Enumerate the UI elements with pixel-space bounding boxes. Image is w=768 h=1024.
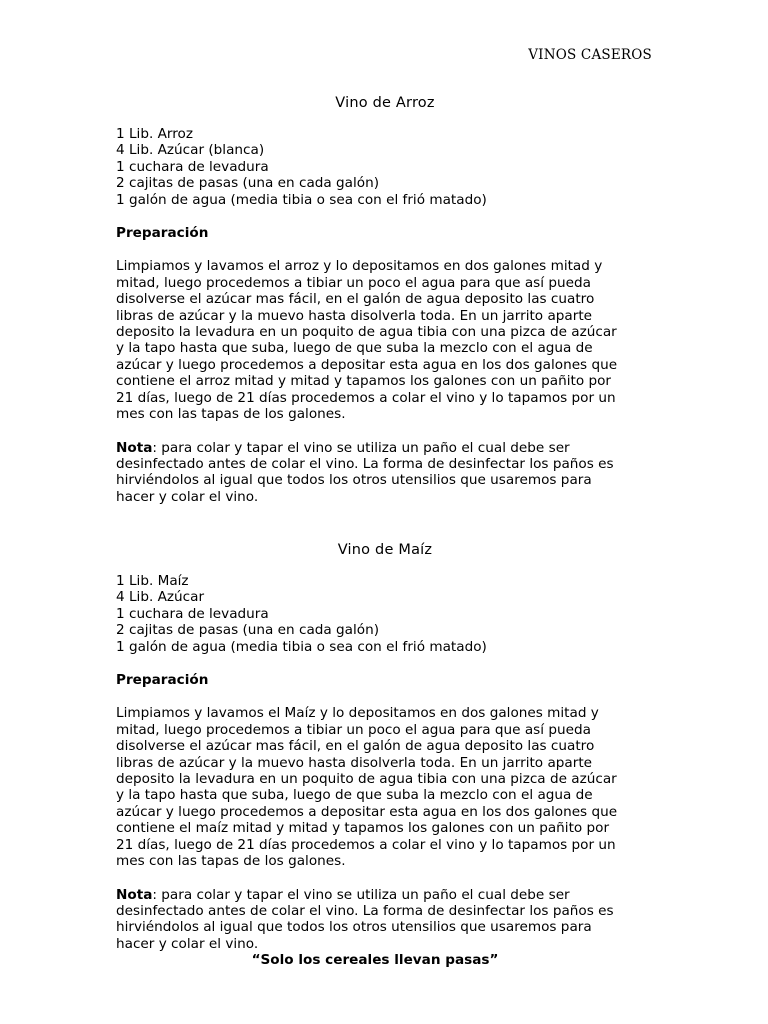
text-line: desinfectado antes de colar el vino. La forma de desinfectar los paños es (116, 902, 614, 919)
ingredient-item: 1 Lib. Maíz (116, 573, 189, 589)
ingredient-item: 1 galón de agua (media tibia o sea con el frió matado) (116, 191, 487, 208)
ingredient-item: 4 Lib. Azúcar (116, 589, 205, 606)
text-line (116, 887, 654, 903)
text-line: libras de azúcar y la muevo hasta disolverla toda. En un jarrito aparte (116, 754, 593, 771)
recipe-title: Vino de Maíz (337, 542, 433, 558)
text-line: disolverse el azúcar mas fácil, en el galón de agua deposito las cuatro (116, 738, 595, 755)
text-line: deposito la levadura en un poquito de agua tibia con una pizca de azúcar (116, 324, 617, 341)
ingredient-item: 1 Lib. Arroz (116, 126, 193, 142)
ingredient-list (116, 573, 654, 655)
note-paragraph (116, 887, 654, 953)
text-line: y la tapo hasta que suba, luego de que suba la mezclo con el agua de (116, 340, 593, 357)
ingredient-item: 4 Lib. Azúcar (blanca) (116, 142, 265, 159)
text-line: mitad, luego procedemos a tibiar un poco el agua para que así pueda (116, 274, 591, 291)
ingredient-item: 1 cuchara de levadura (116, 158, 269, 175)
text-line: mitad, luego procedemos a tibiar un poco el agua para que así pueda (116, 721, 591, 738)
note-text: : para colar y tapar el vino se utiliza un paño el cual debe ser (152, 439, 570, 456)
text-line: deposito la levadura en un poquito de agua tibia con una pizca de azúcar (116, 771, 617, 788)
text-line: y la tapo hasta que suba, luego de que suba la mezclo con el agua de (116, 787, 593, 804)
text-line: disolverse el azúcar mas fácil, en el galón de agua deposito las cuatro (116, 291, 595, 308)
footer-quote: “Solo los cereales llevan pasas” (251, 952, 499, 969)
running-header: VINOS CASEROS (528, 47, 652, 63)
text-line: 21 días, luego de 21 días procedemos a colar el vino y lo tapamos por un (116, 389, 616, 406)
preparation-heading: Preparación (116, 225, 209, 242)
note-paragraph (116, 440, 654, 506)
text-line: Limpiamos y lavamos el arroz y lo depositamos en dos galones mitad y (116, 258, 603, 275)
text-line: hacer y colar el vino. (116, 935, 259, 952)
preparation-text (116, 705, 654, 869)
preparation-text (116, 258, 654, 422)
ingredient-item: 1 galón de agua (media tibia o sea con el frió matado) (116, 638, 487, 655)
text-line: hirviéndolos al igual que todos los otros utensilios que usaremos para (116, 919, 592, 936)
text-line: mes con las tapas de los galones. (116, 406, 346, 423)
text-line (116, 440, 654, 456)
note-label: Nota (116, 439, 153, 456)
note-label: Nota (116, 886, 153, 903)
text-line: hirviéndolos al igual que todos los otros utensilios que usaremos para (116, 472, 592, 489)
text-line: azúcar y luego procedemos a depositar esta agua en los dos galones que (116, 356, 618, 373)
ingredient-item: 2 cajitas de pasas (una en cada galón) (116, 175, 380, 192)
ingredient-item: 2 cajitas de pasas (una en cada galón) (116, 622, 380, 639)
note-text: : para colar y tapar el vino se utiliza un paño el cual debe ser (152, 886, 570, 903)
text-line: azúcar y luego procedemos a depositar esta agua en los dos galones que (116, 803, 618, 820)
text-line: contiene el arroz mitad y mitad y tapamos los galones con un pañito por (116, 373, 612, 390)
text-line: libras de azúcar y la muevo hasta disolverla toda. En un jarrito aparte (116, 307, 593, 324)
preparation-heading: Preparación (116, 672, 209, 689)
text-line: contiene el maíz mitad y mitad y tapamos los galones con un pañito por (116, 820, 610, 837)
recipe-rice-wine (116, 94, 654, 505)
text-line: hacer y colar el vino. (116, 488, 259, 505)
text-line: mes con las tapas de los galones. (116, 853, 346, 870)
text-line: 21 días, luego de 21 días procedemos a colar el vino y lo tapamos por un (116, 836, 616, 853)
recipe-corn-wine (116, 541, 654, 969)
text-line: desinfectado antes de colar el vino. La forma de desinfectar los paños es (116, 455, 614, 472)
ingredient-list (116, 126, 654, 208)
ingredient-item: 1 cuchara de levadura (116, 605, 269, 622)
text-line: Limpiamos y lavamos el Maíz y lo depositamos en dos galones mitad y (116, 705, 599, 722)
recipe-title: Vino de Arroz (335, 95, 435, 111)
